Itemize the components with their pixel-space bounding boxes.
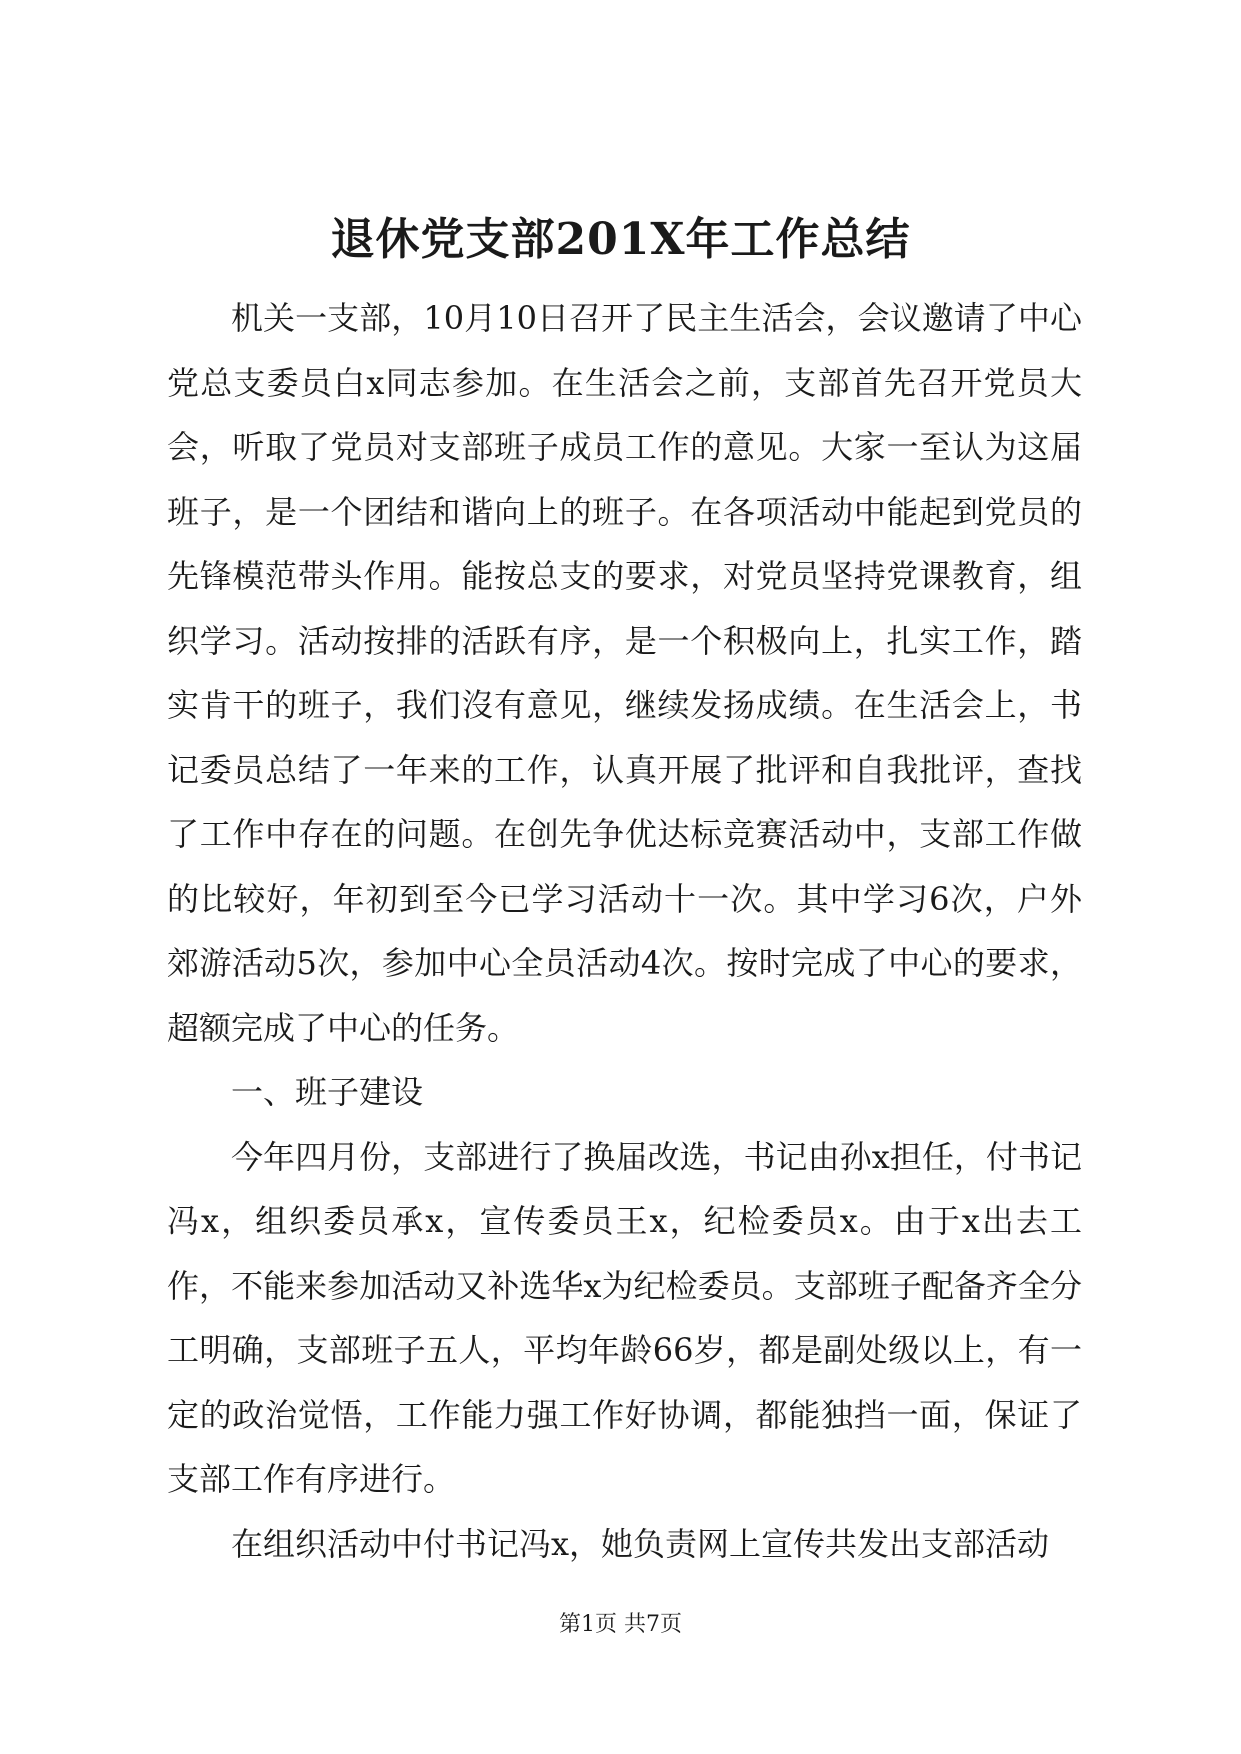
section-heading-team-building: 一、班子建设 xyxy=(231,1073,424,1111)
paragraph-activities: 在组织活动中付书记冯x，她负责网上宣传共发出支部活动 xyxy=(231,1524,1050,1563)
paragraph-intro: 机关一支部，10月10日召开了民主生活会，会议邀请了中心党总支委员白x同志参加。在生活会之前，支部首先召开党员大会，听取了党员对支部班子成员工作的意见。大家一至认为这届班子，是一个团结和谐向上的班子。在各项活动中能起到党员的先锋模范带头作用。能按总支的要求，对党员坚持党课教育，组织学习。活动按排的活跃有序，是一个积极向上，扎实工作，踏实肯干的班子，我们沒有意见，继续发扬成绩。在生活会上，书记委员总结了一年来的工作，认真开展了批评和自我批评，查找了工作中存在的问题。在创先争优达标竞赛活动中，支部工作做的比较好，年初到至今已学习活动十一次。其中学习6次，户外郊游活动5次，参加中心全员活动4次。按时完成了中心的要求，超额完成了中心的任务。 xyxy=(167,299,1082,1047)
document-title: 退休党支部201X年工作总结 xyxy=(330,214,911,265)
paragraph-team-building: 今年四月份，支部进行了换届改选，书记由孙x担任，付书记冯x，组织委员承x，宣传委员王x，纪检委员x。由于x出去工作，不能来参加活动又补选华x为纪检委员。支部班子配备齐全分工明确，支部班子五人，平均年龄66岁，都是副处级以上，有一定的政治觉悟，工作能力强工作好协调，都能独挡一面，保证了支部工作有序进行。 xyxy=(167,1137,1082,1498)
page-footer: 第1页 共7页 xyxy=(559,1612,682,1637)
document-body xyxy=(167,286,1082,1576)
